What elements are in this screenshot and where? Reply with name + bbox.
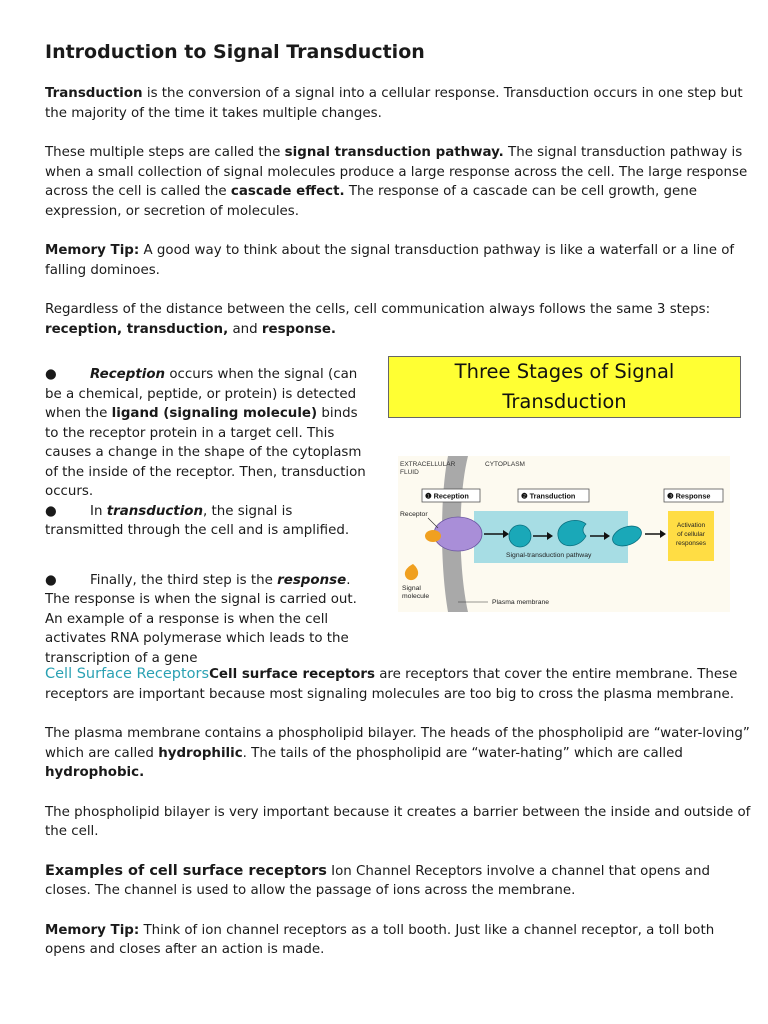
text-run: occurs when the signal (can be a chemical, peptide, or protein) is detected when the <box>45 367 358 421</box>
bullet-icon: ● <box>45 503 57 519</box>
molecule-label: molecule <box>402 593 430 600</box>
steps-list <box>45 353 373 668</box>
page-title: Introduction to Signal Transduction <box>45 41 425 63</box>
text-run: In <box>90 503 107 519</box>
bold-term: Memory Tip: <box>45 922 140 938</box>
section-heading: Cell Surface Receptors <box>45 666 210 682</box>
stage-label-transduction: ❷ Transduction <box>521 491 576 501</box>
list-item-transduction <box>45 502 373 541</box>
text-run: , the signal is transmitted through the cell and is amplified. <box>45 503 350 538</box>
signal-label: Signal <box>402 585 421 592</box>
bold-term: response. <box>261 321 337 337</box>
bound-signal-shape <box>425 530 441 542</box>
relay-molecule-1 <box>509 525 531 547</box>
text-run: A good way to think about the signal transduction pathway is like a waterfall or a line of falling dominoes. <box>45 243 735 278</box>
activation-line-1: Activation <box>676 522 706 529</box>
paragraph-bilayer: The phospholipid bilayer is very important because it creates a barrier between the inside and outside of the cell. <box>45 804 751 839</box>
paragraph-cell-surface-receptors <box>45 665 751 704</box>
signal-transduction-diagram <box>398 456 730 612</box>
paragraph-plasma-membrane <box>45 724 751 783</box>
bold-italic-term: transduction <box>106 503 204 519</box>
cytoplasm-label: CYTOPLASM <box>485 461 525 468</box>
bold-term: Cell surface receptors <box>209 667 375 682</box>
bullet-icon: ● <box>45 572 57 588</box>
text-run: are receptors that cover the entire membrane. These receptors are important because most signaling molecules are too big to cross the plasma membrane. <box>45 667 738 702</box>
bold-term: reception, transduction, <box>45 321 229 337</box>
plasma-membrane-label: Plasma membrane <box>492 599 550 606</box>
paragraph-transduction <box>45 84 751 123</box>
bold-term: cascade effect. <box>230 184 345 199</box>
list-item-response <box>45 571 373 669</box>
bold-term: Transduction <box>45 86 143 101</box>
spacer <box>45 353 373 365</box>
extracellular-label: EXTRACELLULAR <box>400 461 456 468</box>
text-run: Ion Channel Receptors involve a channel that opens and closes. The channel is used to allow the passage of ions across the membrane. <box>45 863 710 898</box>
receptor-shape <box>434 517 482 551</box>
text-run: binds to the receptor protein in a target cell. This causes a change in the shape of the cytoplasm of the inside of the receptor. Then, transduction occurs. <box>45 406 366 499</box>
activation-line-2: of cellular <box>677 531 705 538</box>
text-run: The signal transduction pathway is when a small collection of signal molecules produce a large response across the cell. The large response across the cell is called the <box>45 145 748 199</box>
list-item-reception <box>45 365 373 502</box>
figure-title: Three Stages of Signal Transduction <box>388 356 741 418</box>
paragraph-memory-tip-1 <box>45 241 751 280</box>
spacer <box>45 541 373 571</box>
bold-term: hydrophobic. <box>45 765 145 780</box>
document <box>45 38 751 980</box>
steps-section <box>45 353 751 665</box>
text-run: Finally, the third step is the <box>90 572 278 588</box>
paragraph-examples <box>45 862 751 901</box>
pathway-label: Signal-transduction pathway <box>506 552 592 559</box>
activation-line-3: responses <box>676 540 706 547</box>
paragraph-three-steps <box>45 300 751 339</box>
text-run: The response of a cascade can be cell growth, gene expression, or secretion of molecules. <box>45 184 697 219</box>
bold-term: hydrophilic <box>158 745 243 761</box>
text-run: These multiple steps are called the <box>45 145 285 160</box>
bold-italic-term: Reception <box>90 367 166 382</box>
subheading: Examples of cell surface receptors <box>45 862 327 879</box>
fluid-label: FLUID <box>400 469 419 476</box>
receptor-label: Receptor <box>400 511 428 518</box>
bold-term: ligand (signaling molecule) <box>111 406 318 421</box>
signal-transduction-figure <box>388 356 742 616</box>
text-run: The plasma membrane contains a phospholipid bilayer. The heads of the phospholipid are “water-loving” which are called <box>45 726 750 761</box>
text-run: Regardless of the distance between the cells, cell communication always follows the same 3 steps: <box>45 302 711 317</box>
bullet-icon: ● <box>45 367 57 382</box>
paragraph-pathway <box>45 143 751 221</box>
stage-label-reception: ❶ Reception <box>425 491 469 501</box>
bold-term: signal transduction pathway. <box>284 145 504 160</box>
text-run: is the conversion of a signal into a cellular response. Transduction occurs in one step but the majority of the time it takes multiple changes. <box>45 86 743 121</box>
paragraph-memory-tip-2 <box>45 921 751 960</box>
bold-term: Memory Tip: <box>45 243 140 258</box>
stage-label-response: ❸ Response <box>667 491 711 501</box>
text-run: . The tails of the phospholipid are “water-hating” which are called <box>242 745 683 761</box>
text-run: and <box>228 321 262 337</box>
bold-italic-term: response <box>277 572 347 588</box>
text-run: . The response is when the signal is carried out. An example of a response is when the cell activates RNA polymerase which leads to the transcription of a gene <box>45 572 357 666</box>
text-run: Think of ion channel receptors as a toll booth. Just like a channel receptor, a toll both opens and closes after an action is made. <box>45 922 715 957</box>
